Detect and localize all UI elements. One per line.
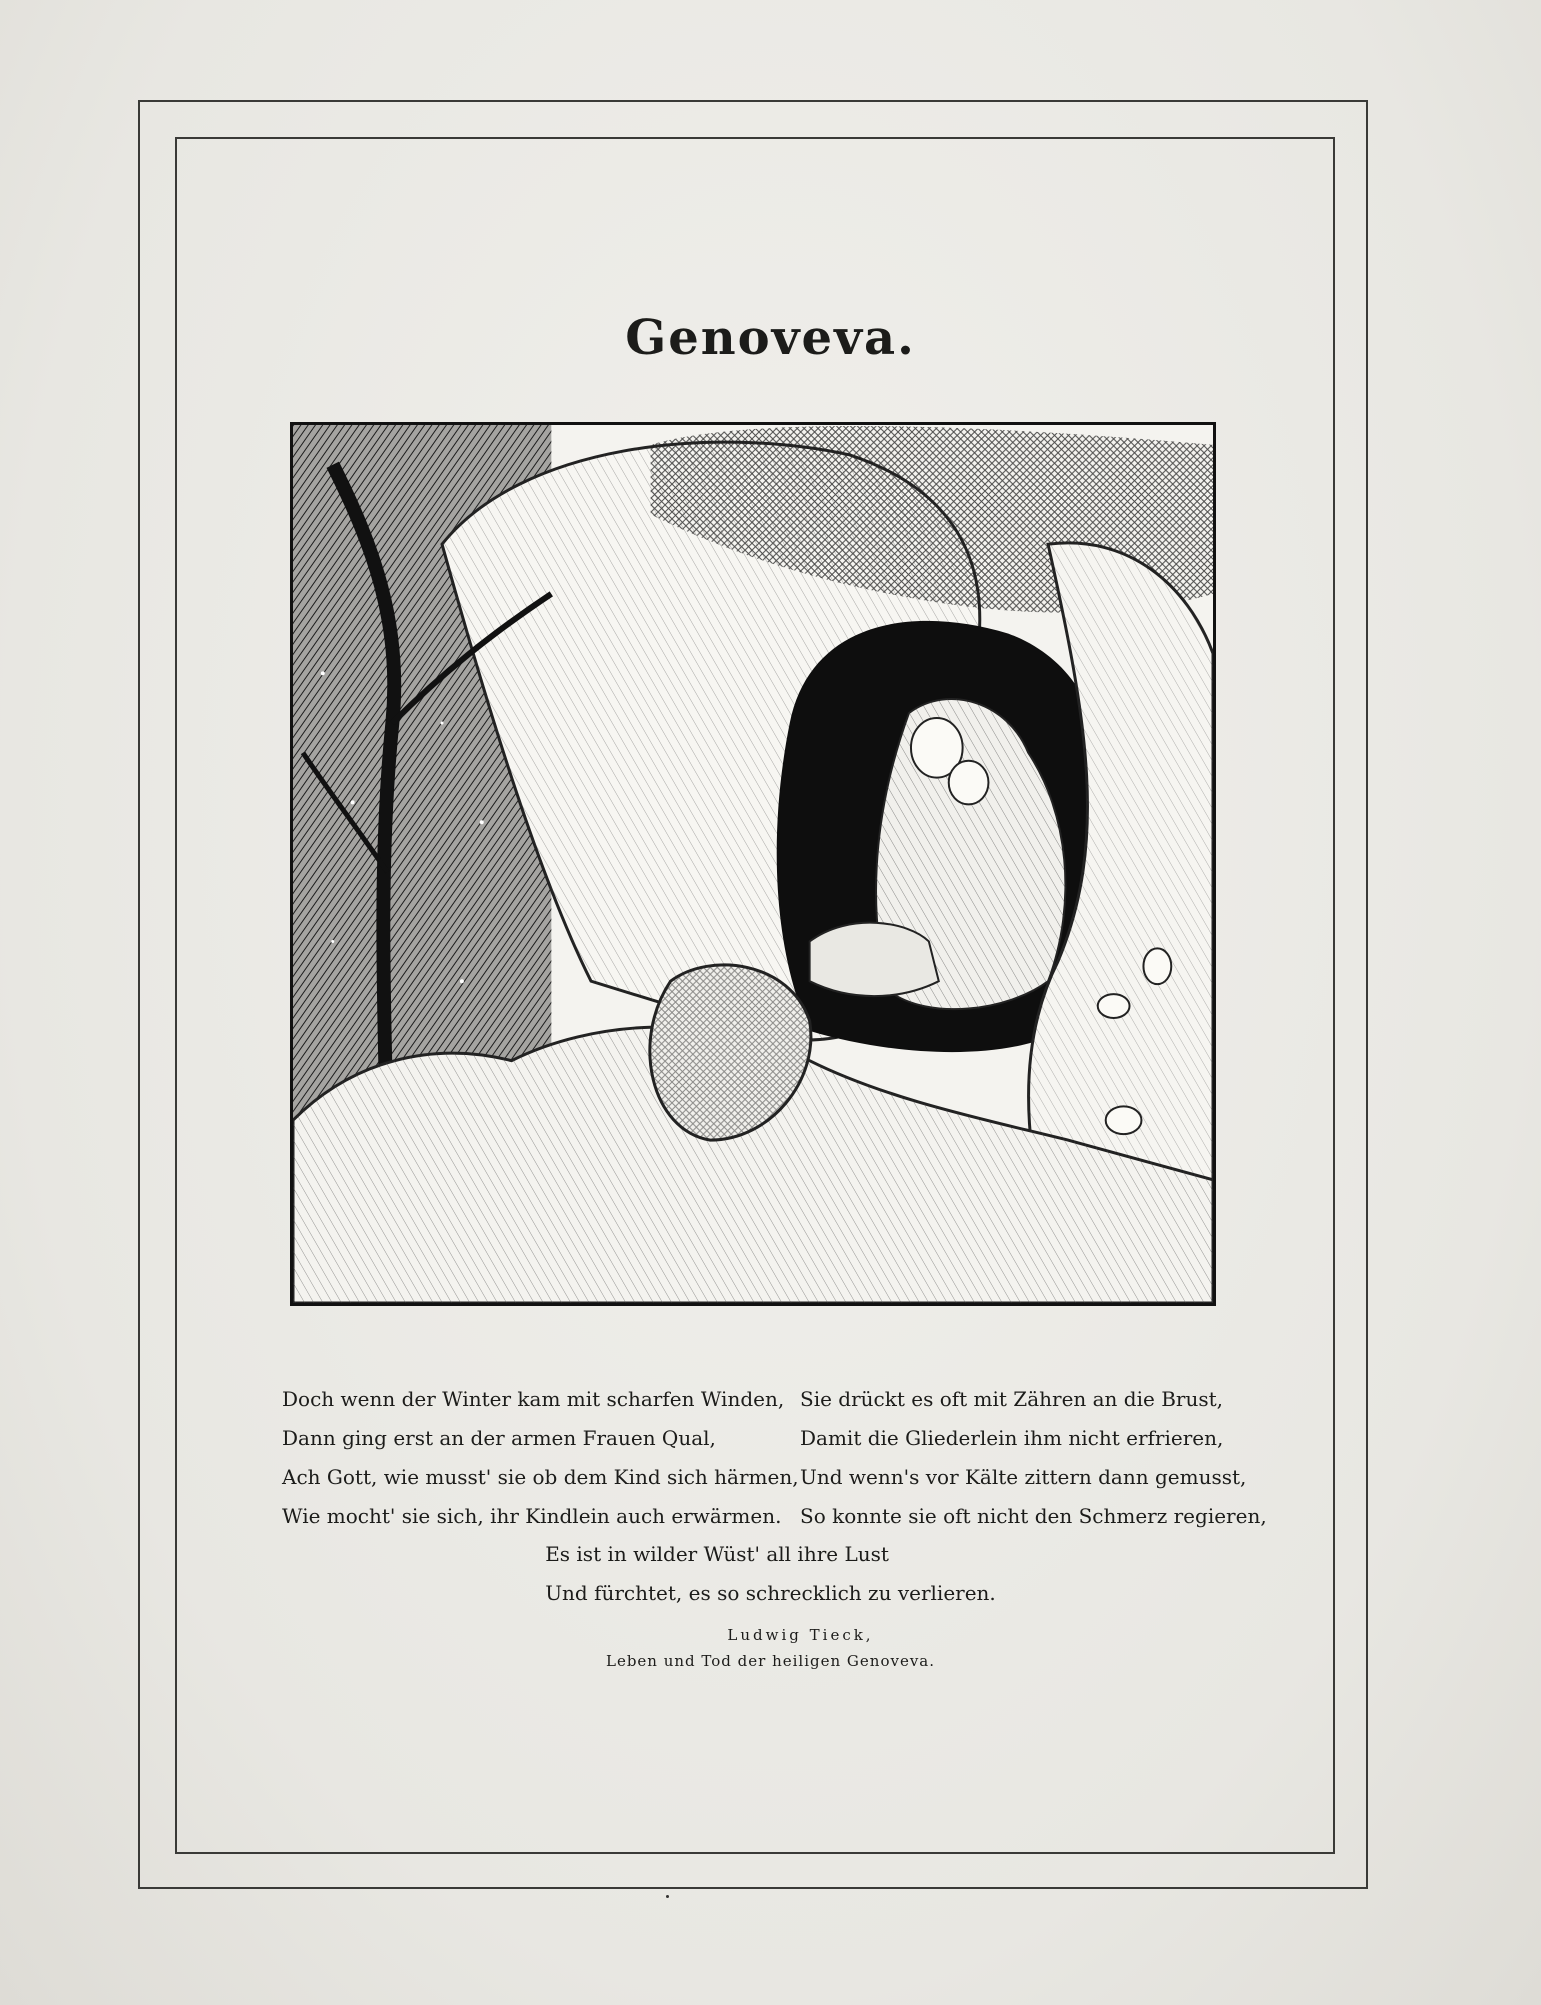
poem-line: Ach Gott, wie musst' sie ob dem Kind sich härmen, [282,1465,799,1489]
work-title: Leben und Tod der heiligen Genoveva. [605,1652,936,1670]
engraving-illustration [290,422,1216,1306]
poem-closing [0,1535,1541,1613]
poem-line: Und fürchtet, es so schrecklich zu verlieren. [545,1581,996,1605]
poem-left-column [282,1380,799,1536]
poem-right-column [800,1380,1267,1536]
poem-line: Sie drückt es oft mit Zähren an die Brust, [800,1387,1223,1411]
speck [666,1895,669,1898]
attribution [0,1622,1541,1674]
poem-line: Dann ging erst an der armen Frauen Qual, [282,1426,716,1450]
poem-line: Wie mocht' sie sich, ihr Kindlein auch erwärmen. [282,1504,782,1528]
poem-line: Es ist in wilder Wüst' all ihre Lust [545,1542,889,1566]
poem-line: So konnte sie oft nicht den Schmerz regieren, [800,1504,1267,1528]
engraving-icon [293,425,1213,1303]
author-name: Ludwig Tieck, [727,1626,874,1644]
poem-line: Und wenn's vor Kälte zittern dann gemusst, [800,1465,1247,1489]
page-title: Genoveva. [625,310,916,366]
poem-line: Doch wenn der Winter kam mit scharfen Winden, [282,1387,785,1411]
poem-line: Damit die Gliederlein ihm nicht erfrieren, [800,1426,1224,1450]
